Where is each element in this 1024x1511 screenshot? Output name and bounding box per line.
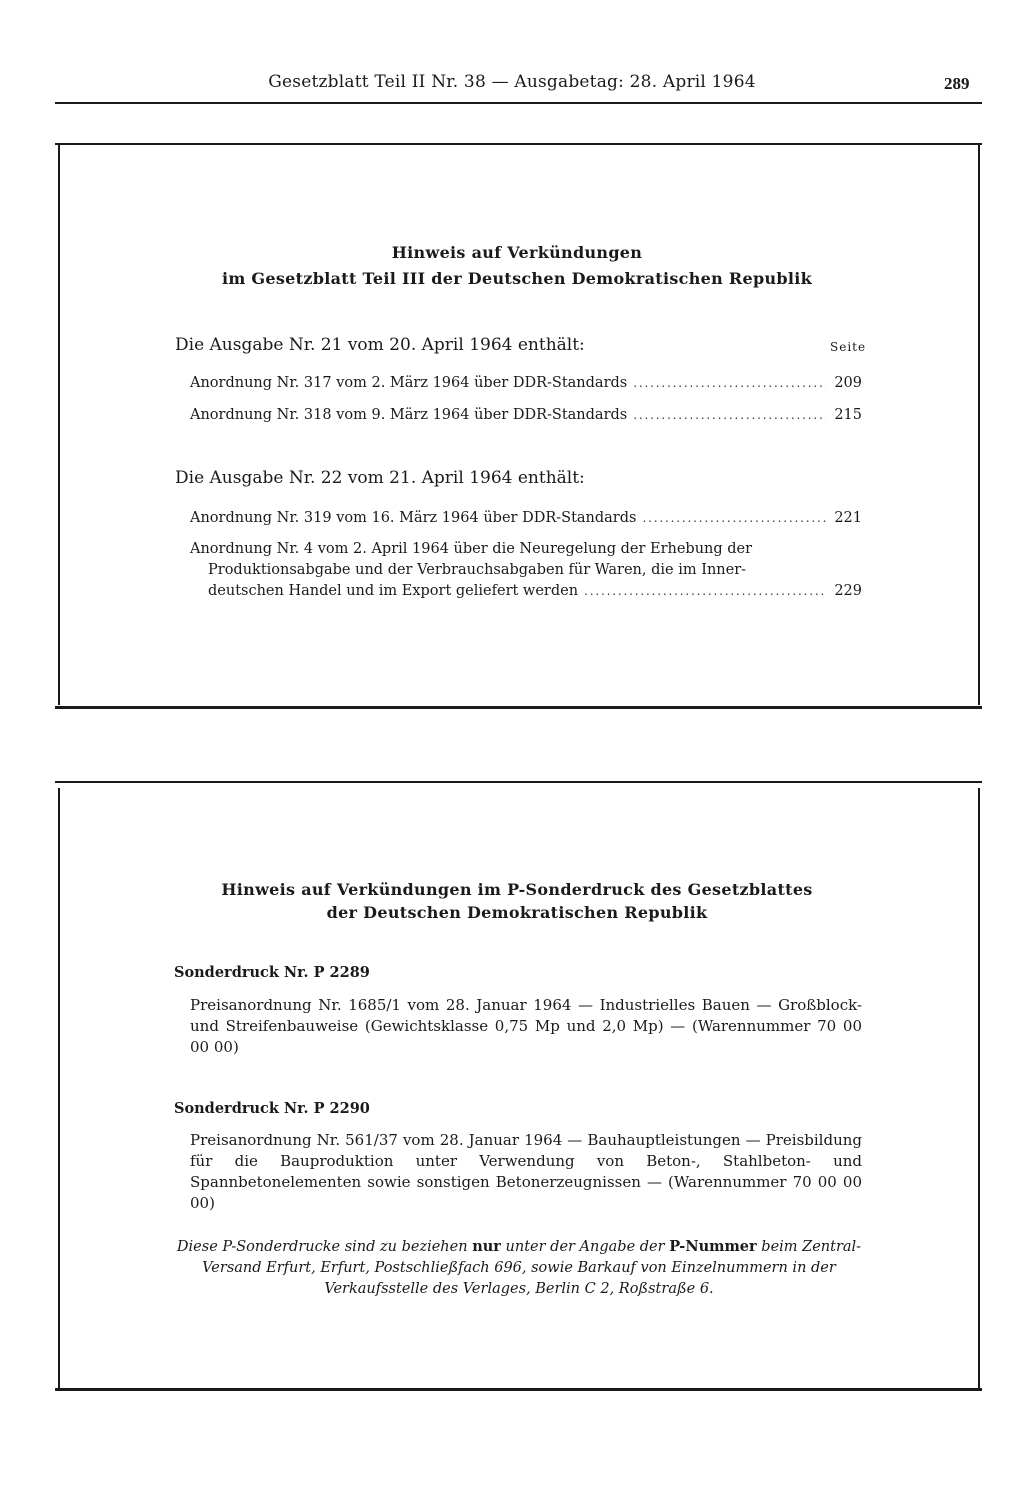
issue-title-21: Die Ausgabe Nr. 21 vom 20. April 1964 enthält: <box>175 335 585 355</box>
ordering-note <box>174 1236 864 1300</box>
entry-page: 229 <box>834 583 862 599</box>
sonderdruck-2290-title: Sonderdruck Nr. P 2290 <box>174 1100 370 1117</box>
section1-heading-line2: im Gesetzblatt Teil III der Deutschen Demokratischen Republik <box>221 269 813 288</box>
entry-line-3: deutschen Handel und im Export geliefert werden <box>208 583 579 599</box>
box2-bottom-border <box>55 1388 982 1391</box>
note-emphasis: nur <box>472 1238 501 1255</box>
entry-317 <box>190 373 862 394</box>
box1-bottom-border <box>55 706 982 709</box>
entry-line-1: Anordnung Nr. 4 vom 2. April 1964 über die Neuregelung der Erhebung der <box>190 541 753 557</box>
section1-heading-line1: Hinweis auf Verkündungen <box>391 243 643 262</box>
box2-top-border <box>55 781 982 783</box>
note-text: unter der Angabe der <box>500 1239 670 1255</box>
leader-dots <box>642 508 826 529</box>
entry-page: 209 <box>834 375 862 391</box>
entry-318 <box>190 405 862 426</box>
note-text: Diese P-Sonderdrucke sind zu beziehen <box>176 1239 473 1255</box>
note-emphasis: P-Nummer <box>669 1238 757 1255</box>
entry-page: 215 <box>834 407 862 423</box>
running-header: Gesetzblatt Teil II Nr. 38 — Ausgabetag: 28. April 1964 <box>268 72 756 92</box>
seite-label: Seite <box>830 340 867 354</box>
entry-text: Anordnung Nr. 318 vom 9. März 1964 über DDR-Standards <box>190 407 628 423</box>
note-text: beim Zentral-Versand Erfurt, Erfurt, Postschließfach 696, sowie Barkauf von Einzelnummern in der Verkaufsstelle des Verlages, Berlin C 2, Roßstraße 6. <box>202 1239 862 1297</box>
sonderdruck-2289-text: Preisanordnung Nr. 1685/1 vom 28. Januar 1964 — Industrielles Bauen — Großblock- und Streifenbauweise (Gewichtsklasse 0,75 Mp und 2,0 Mp) — (Warennummer 70 00 00 00) <box>190 996 862 1056</box>
entry-page: 221 <box>834 510 862 526</box>
page-number: 289 <box>944 74 970 93</box>
leader-dots <box>633 373 826 394</box>
leader-dots <box>633 405 826 426</box>
leader-dots <box>584 581 826 602</box>
section2-heading-line2: der Deutschen Demokratischen Republik <box>326 903 708 922</box>
issue-title-22: Die Ausgabe Nr. 22 vom 21. April 1964 enthält: <box>175 468 585 488</box>
entry-anordnung-4 <box>190 539 862 602</box>
entry-text: Anordnung Nr. 319 vom 16. März 1964 über DDR-Standards <box>190 510 637 526</box>
entry-319 <box>190 508 862 529</box>
section2-heading-line1: Hinweis auf Verkündungen im P-Sonderdruck des Gesetzblattes <box>221 880 813 899</box>
entry-line-2: Produktionsabgabe und der Verbrauchsabgaben für Waren, die im Inner- <box>208 562 747 578</box>
header-rule <box>55 102 982 104</box>
entry-text: Anordnung Nr. 317 vom 2. März 1964 über DDR-Standards <box>190 375 628 391</box>
sonderdruck-2290-text: Preisanordnung Nr. 561/37 vom 28. Januar 1964 — Bauhauptleistungen — Preisbildung für die Bauproduktion unter Verwendung von Beton-, Stahlbeton- und Spannbetonelementen sowie sonstigen Betonerzeugnissen — (Warennummer 70 00 00 00) <box>190 1131 862 1212</box>
sonderdruck-2289-title: Sonderdruck Nr. P 2289 <box>174 964 370 981</box>
